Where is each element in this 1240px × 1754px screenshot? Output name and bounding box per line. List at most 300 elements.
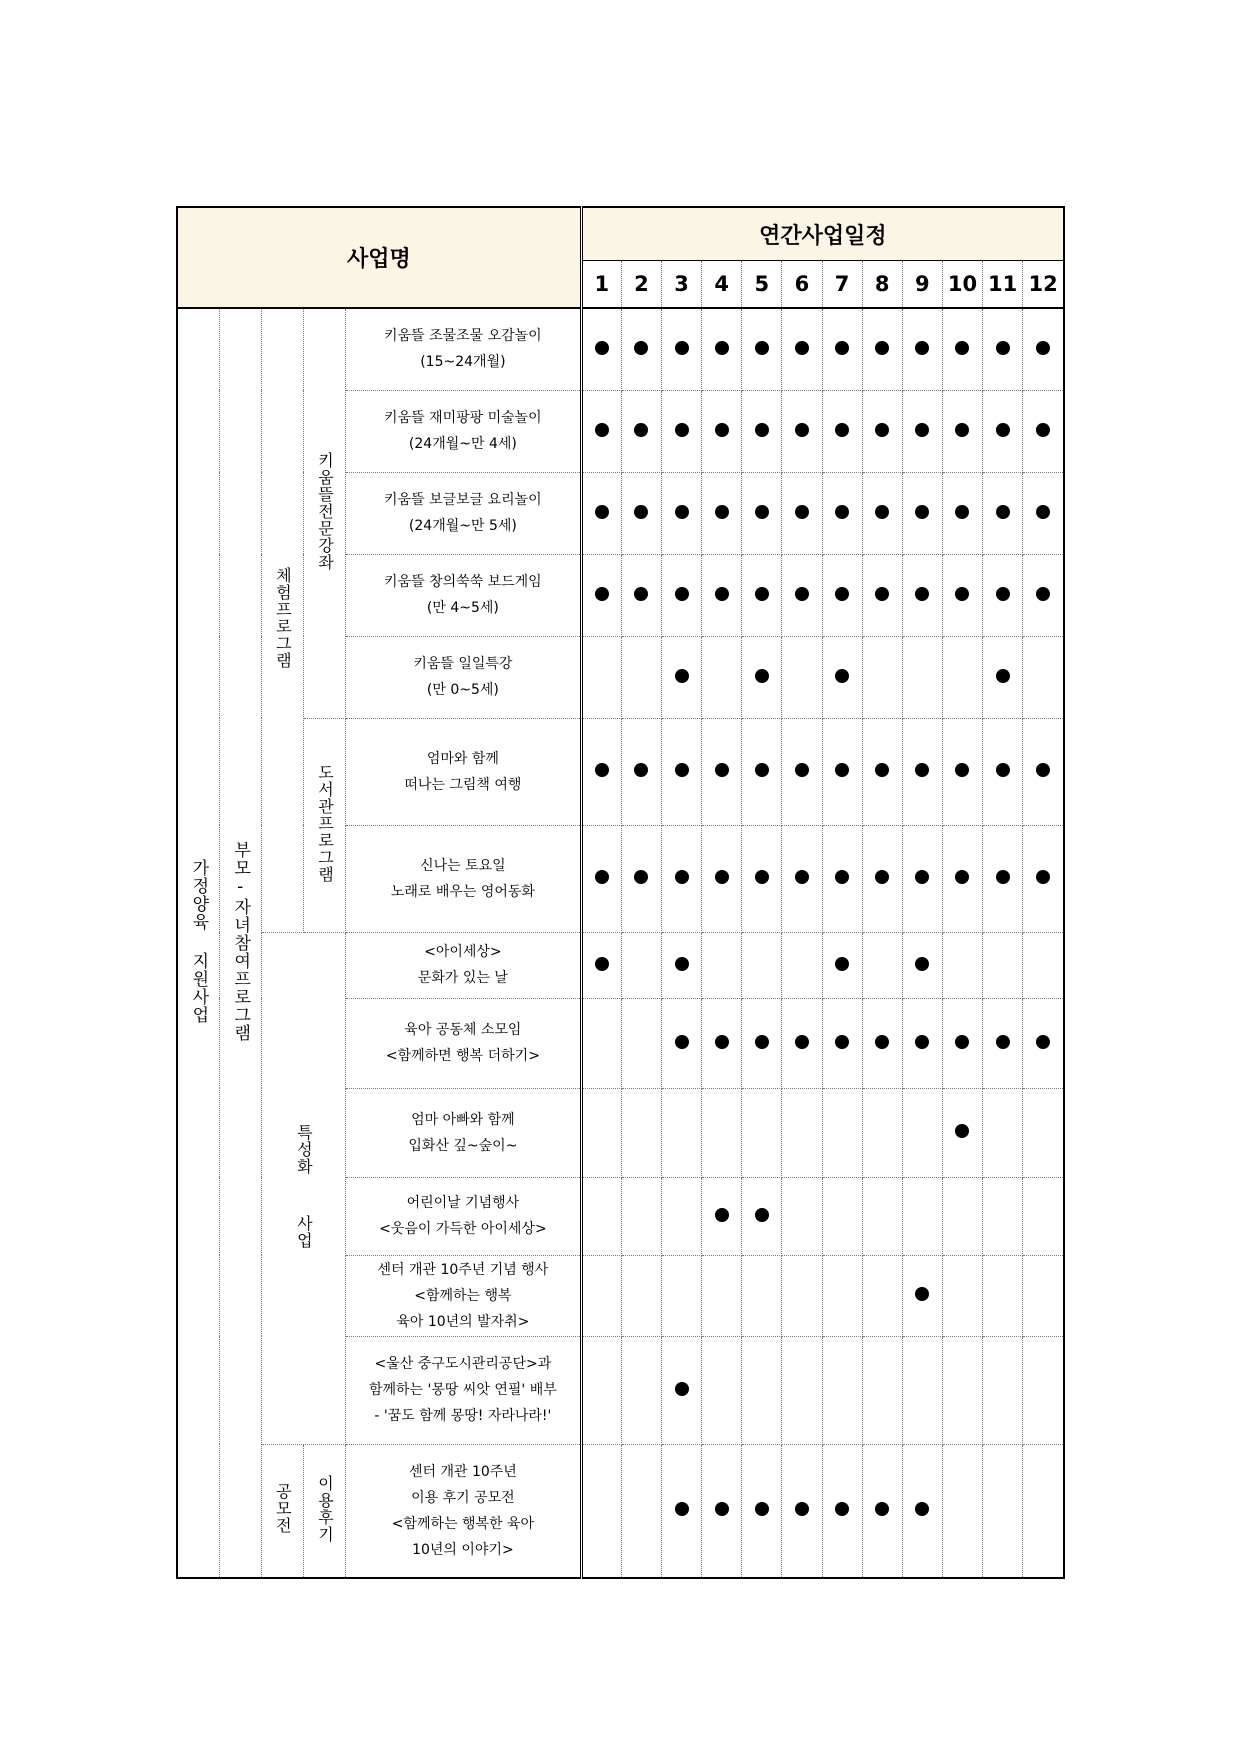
month-cell (782, 932, 822, 998)
schedule-mark (875, 1502, 889, 1516)
schedule-mark (715, 505, 729, 519)
month-cell (581, 472, 621, 554)
month-cell (702, 472, 742, 554)
schedule-mark (955, 505, 969, 519)
schedule-mark (595, 341, 609, 355)
schedule-mark (755, 587, 769, 601)
schedule-mark (915, 1287, 929, 1301)
schedule-mark (795, 505, 809, 519)
month-cell (822, 1177, 862, 1255)
schedule-mark (1036, 341, 1050, 355)
month-cell (983, 998, 1023, 1088)
month-header: 6 (782, 261, 822, 309)
month-cell (1023, 1444, 1064, 1578)
schedule-mark (875, 423, 889, 437)
month-cell (621, 718, 661, 825)
schedule-mark (955, 341, 969, 355)
month-cell (662, 1088, 702, 1177)
schedule-mark (755, 669, 769, 683)
month-cell (742, 1444, 782, 1578)
month-header: 9 (902, 261, 942, 309)
month-cell (742, 554, 782, 636)
month-cell (581, 308, 621, 390)
schedule-mark (875, 341, 889, 355)
schedule-mark (915, 763, 929, 777)
month-cell (702, 1336, 742, 1444)
month-cell (662, 308, 702, 390)
month-cell (782, 390, 822, 472)
schedule-mark (835, 587, 849, 601)
month-cell (662, 554, 702, 636)
month-cell (662, 1255, 702, 1336)
month-cell (983, 718, 1023, 825)
schedule-mark (755, 341, 769, 355)
month-cell (702, 1255, 742, 1336)
month-cell (822, 472, 862, 554)
month-cell (1023, 932, 1064, 998)
schedule-mark (835, 505, 849, 519)
month-cell (942, 390, 982, 472)
schedule-mark (755, 763, 769, 777)
schedule-mark (675, 957, 689, 971)
month-cell (862, 998, 902, 1088)
schedule-mark (675, 341, 689, 355)
month-cell (581, 636, 621, 718)
month-cell (983, 1177, 1023, 1255)
month-cell (942, 1255, 982, 1336)
schedule-mark (996, 423, 1010, 437)
schedule-mark (795, 341, 809, 355)
category-usage-review: 이용후기 (303, 1444, 345, 1578)
month-cell (822, 390, 862, 472)
program-name: 신나는 토요일 노래로 배우는 영어동화 (346, 825, 582, 932)
month-cell (942, 1088, 982, 1177)
month-cell (822, 554, 862, 636)
month-cell (822, 1336, 862, 1444)
month-cell (662, 1336, 702, 1444)
month-cell (902, 308, 942, 390)
schedule-mark (634, 341, 648, 355)
month-cell (702, 1444, 742, 1578)
month-cell (742, 390, 782, 472)
schedule-body (177, 308, 1064, 1578)
month-cell (862, 1444, 902, 1578)
month-cell (581, 554, 621, 636)
schedule-mark (715, 587, 729, 601)
month-cell (1023, 998, 1064, 1088)
month-cell (942, 932, 982, 998)
program-name: 키움뜰 일일특강 (만 0~5세) (346, 636, 582, 718)
month-cell (862, 554, 902, 636)
month-cell (902, 1177, 942, 1255)
month-cell (1023, 472, 1064, 554)
month-cell (621, 825, 661, 932)
month-cell (782, 1177, 822, 1255)
schedule-mark (755, 1208, 769, 1222)
schedule-mark (675, 763, 689, 777)
category-kiumddeul-lecture: 키움뜰전문강좌 (303, 308, 345, 718)
schedule-mark (915, 505, 929, 519)
month-cell (581, 998, 621, 1088)
month-header: 12 (1023, 261, 1064, 309)
month-cell (862, 1177, 902, 1255)
month-cell (942, 998, 982, 1088)
schedule-mark (715, 1208, 729, 1222)
month-cell (1023, 636, 1064, 718)
program-name: 엄마 아빠와 함께 입화산 깊~숲이~ (346, 1088, 582, 1177)
month-cell (621, 1255, 661, 1336)
month-cell (621, 1088, 661, 1177)
program-name: 센터 개관 10주년 기념 행사 <함께하는 행복 육아 10년의 발자취> (346, 1255, 582, 1336)
schedule-mark (835, 423, 849, 437)
schedule-mark (675, 587, 689, 601)
month-cell (621, 1444, 661, 1578)
schedule-mark (955, 870, 969, 884)
month-cell (983, 472, 1023, 554)
month-cell (902, 472, 942, 554)
schedule-mark (595, 763, 609, 777)
month-cell (902, 554, 942, 636)
month-cell (742, 932, 782, 998)
month-cell (1023, 1255, 1064, 1336)
month-header: 10 (942, 261, 982, 309)
schedule-mark (996, 870, 1010, 884)
month-cell (902, 998, 942, 1088)
month-cell (942, 825, 982, 932)
schedule-mark (675, 669, 689, 683)
month-cell (742, 825, 782, 932)
schedule-mark (675, 1382, 689, 1396)
schedule-mark (795, 1035, 809, 1049)
month-cell (702, 1088, 742, 1177)
schedule-mark (835, 341, 849, 355)
schedule-mark (955, 423, 969, 437)
month-cell (662, 390, 702, 472)
schedule-mark (755, 870, 769, 884)
schedule-mark (835, 1035, 849, 1049)
month-cell (862, 1255, 902, 1336)
month-cell (942, 472, 982, 554)
month-cell (902, 932, 942, 998)
month-cell (742, 636, 782, 718)
month-cell (742, 472, 782, 554)
month-cell (662, 932, 702, 998)
schedule-mark (795, 1502, 809, 1516)
month-cell (983, 390, 1023, 472)
schedule-mark (915, 1502, 929, 1516)
schedule-mark (715, 1502, 729, 1516)
program-name: <아이세상> 문화가 있는 날 (346, 932, 582, 998)
program-name: <울산 중구도시관리공단>과 함께하는 '몽땅 씨앗 연필' 배부 - '꿈도 함께 몽땅! 자라나라!' (346, 1336, 582, 1444)
schedule-mark (675, 505, 689, 519)
schedule-mark (835, 957, 849, 971)
month-cell (581, 1336, 621, 1444)
schedule-mark (675, 423, 689, 437)
category-parent-child-program: 부모-자녀참여프로그램 (219, 308, 261, 1578)
schedule-mark (915, 957, 929, 971)
month-cell (782, 718, 822, 825)
month-cell (822, 932, 862, 998)
month-cell (1023, 308, 1064, 390)
month-cell (983, 1088, 1023, 1177)
month-cell (983, 1255, 1023, 1336)
month-header: 3 (662, 261, 702, 309)
schedule-mark (996, 341, 1010, 355)
month-cell (942, 718, 982, 825)
month-cell (902, 1088, 942, 1177)
schedule-mark (875, 587, 889, 601)
month-cell (1023, 1336, 1064, 1444)
month-cell (621, 932, 661, 998)
month-cell (742, 718, 782, 825)
month-cell (942, 636, 982, 718)
month-cell (782, 1336, 822, 1444)
month-cell (662, 825, 702, 932)
month-cell (1023, 1088, 1064, 1177)
month-cell (902, 1336, 942, 1444)
month-cell (822, 1444, 862, 1578)
month-header: 5 (742, 261, 782, 309)
schedule-mark (915, 341, 929, 355)
month-cell (662, 1177, 702, 1255)
month-cell (942, 554, 982, 636)
schedule-mark (795, 423, 809, 437)
schedule-mark (634, 505, 648, 519)
schedule-mark (755, 423, 769, 437)
schedule-mark (915, 423, 929, 437)
month-cell (782, 636, 822, 718)
schedule-mark (955, 1124, 969, 1138)
month-cell (862, 1088, 902, 1177)
schedule-mark (675, 1035, 689, 1049)
month-cell (742, 1088, 782, 1177)
month-cell (983, 308, 1023, 390)
schedule-mark (996, 763, 1010, 777)
month-header: 4 (702, 261, 742, 309)
schedule-mark (996, 1035, 1010, 1049)
program-name: 엄마와 함께 떠나는 그림책 여행 (346, 718, 582, 825)
month-cell (942, 1336, 982, 1444)
schedule-mark (955, 587, 969, 601)
schedule-mark (1036, 870, 1050, 884)
month-cell (902, 1444, 942, 1578)
month-cell (983, 1336, 1023, 1444)
project-name-header: 사업명 (177, 207, 581, 308)
month-cell (1023, 554, 1064, 636)
month-cell (822, 636, 862, 718)
month-cell (782, 1444, 822, 1578)
schedule-mark (675, 1502, 689, 1516)
annual-schedule-table (176, 206, 1065, 1579)
schedule-mark (634, 763, 648, 777)
month-header: 8 (862, 261, 902, 309)
schedule-mark (1036, 423, 1050, 437)
month-cell (621, 1336, 661, 1444)
schedule-mark (595, 870, 609, 884)
month-cell (782, 472, 822, 554)
month-cell (621, 1177, 661, 1255)
month-cell (902, 718, 942, 825)
month-cell (702, 390, 742, 472)
month-cell (862, 932, 902, 998)
month-cell (942, 1177, 982, 1255)
month-cell (1023, 1177, 1064, 1255)
month-header: 7 (822, 261, 862, 309)
month-cell (822, 825, 862, 932)
category-home-childcare-support: 가정양육 지원사업 (177, 308, 219, 1578)
month-cell (702, 932, 742, 998)
month-cell (902, 390, 942, 472)
month-cell (621, 308, 661, 390)
month-cell (1023, 390, 1064, 472)
month-cell (822, 998, 862, 1088)
month-cell (862, 308, 902, 390)
schedule-mark (715, 870, 729, 884)
schedule-mark (634, 870, 648, 884)
month-cell (1023, 718, 1064, 825)
month-cell (702, 1177, 742, 1255)
program-name: 키움뜰 조물조물 오감놀이 (15~24개월) (346, 308, 582, 390)
month-cell (702, 718, 742, 825)
month-cell (742, 1177, 782, 1255)
month-cell (983, 932, 1023, 998)
month-cell (662, 1444, 702, 1578)
schedule-mark (795, 870, 809, 884)
month-header: 1 (581, 261, 621, 309)
schedule-mark (875, 763, 889, 777)
month-cell (782, 1255, 822, 1336)
schedule-mark (755, 1502, 769, 1516)
month-cell (702, 825, 742, 932)
month-cell (822, 718, 862, 825)
schedule-mark (915, 587, 929, 601)
month-cell (862, 472, 902, 554)
month-cell (983, 825, 1023, 932)
month-cell (581, 825, 621, 932)
schedule-mark (755, 505, 769, 519)
schedule-mark (1036, 505, 1050, 519)
schedule-mark (595, 957, 609, 971)
month-cell (621, 554, 661, 636)
schedule-mark (595, 423, 609, 437)
month-cell (742, 1336, 782, 1444)
month-cell (662, 998, 702, 1088)
schedule-mark (996, 669, 1010, 683)
month-cell (581, 1255, 621, 1336)
schedule-mark (996, 505, 1010, 519)
schedule-mark (955, 763, 969, 777)
schedule-mark (1036, 763, 1050, 777)
schedule-mark (715, 341, 729, 355)
month-cell (742, 998, 782, 1088)
month-cell (782, 308, 822, 390)
month-cell (581, 390, 621, 472)
month-cell (822, 1255, 862, 1336)
schedule-mark (996, 587, 1010, 601)
program-name: 육아 공동체 소모임 <함께하면 행복 더하기> (346, 998, 582, 1088)
month-cell (621, 472, 661, 554)
program-name: 어린이날 기념행사 <웃음이 가득한 아이세상> (346, 1177, 582, 1255)
schedule-mark (795, 587, 809, 601)
schedule-mark (835, 1502, 849, 1516)
schedule-mark (595, 587, 609, 601)
schedule-mark (835, 669, 849, 683)
month-header: 2 (621, 261, 661, 309)
month-cell (942, 308, 982, 390)
schedule-mark (835, 870, 849, 884)
month-cell (983, 636, 1023, 718)
month-cell (782, 1088, 822, 1177)
schedule-mark (915, 870, 929, 884)
month-cell (662, 636, 702, 718)
category-experience-program: 체험프로그램 (261, 308, 303, 932)
month-cell (782, 998, 822, 1088)
month-cell (702, 998, 742, 1088)
schedule-mark (595, 505, 609, 519)
month-cell (581, 1088, 621, 1177)
month-cell (862, 636, 902, 718)
schedule-mark (795, 763, 809, 777)
schedule-mark (634, 587, 648, 601)
month-cell (822, 1088, 862, 1177)
month-cell (662, 472, 702, 554)
month-cell (742, 1255, 782, 1336)
category-specialized-project: 특성화 사업 (261, 932, 345, 1444)
schedule-mark (1036, 587, 1050, 601)
month-header: 11 (983, 261, 1023, 309)
schedule-mark (715, 423, 729, 437)
program-name: 센터 개관 10주년 이용 후기 공모전 <함께하는 행복한 육아 10년의 이야기> (346, 1444, 582, 1578)
month-cell (862, 718, 902, 825)
program-name: 키움뜰 보글보글 요리놀이 (24개월~만 5세) (346, 472, 582, 554)
schedule-mark (955, 1035, 969, 1049)
month-cell (581, 718, 621, 825)
month-cell (662, 718, 702, 825)
schedule-mark (875, 505, 889, 519)
schedule-mark (915, 1035, 929, 1049)
category-contest: 공모전 (261, 1444, 303, 1578)
month-cell (702, 308, 742, 390)
month-cell (862, 390, 902, 472)
annual-schedule-header: 연간사업일정 (581, 207, 1064, 261)
month-cell (782, 825, 822, 932)
month-cell (621, 998, 661, 1088)
month-cell (702, 554, 742, 636)
month-cell (902, 825, 942, 932)
schedule-mark (875, 870, 889, 884)
schedule-mark (875, 1035, 889, 1049)
month-cell (983, 554, 1023, 636)
month-cell (902, 1255, 942, 1336)
schedule-mark (755, 1035, 769, 1049)
month-cell (782, 554, 822, 636)
month-cell (702, 636, 742, 718)
month-cell (862, 825, 902, 932)
month-cell (742, 308, 782, 390)
month-cell (862, 1336, 902, 1444)
month-cell (621, 390, 661, 472)
schedule-mark (675, 870, 689, 884)
month-cell (822, 308, 862, 390)
schedule-mark (835, 763, 849, 777)
month-cell (942, 1444, 982, 1578)
month-cell (983, 1444, 1023, 1578)
month-cell (581, 1177, 621, 1255)
schedule-mark (715, 1035, 729, 1049)
month-cell (1023, 825, 1064, 932)
schedule-mark (634, 423, 648, 437)
program-name: 키움뜰 재미팡팡 미술놀이 (24개월~만 4세) (346, 390, 582, 472)
